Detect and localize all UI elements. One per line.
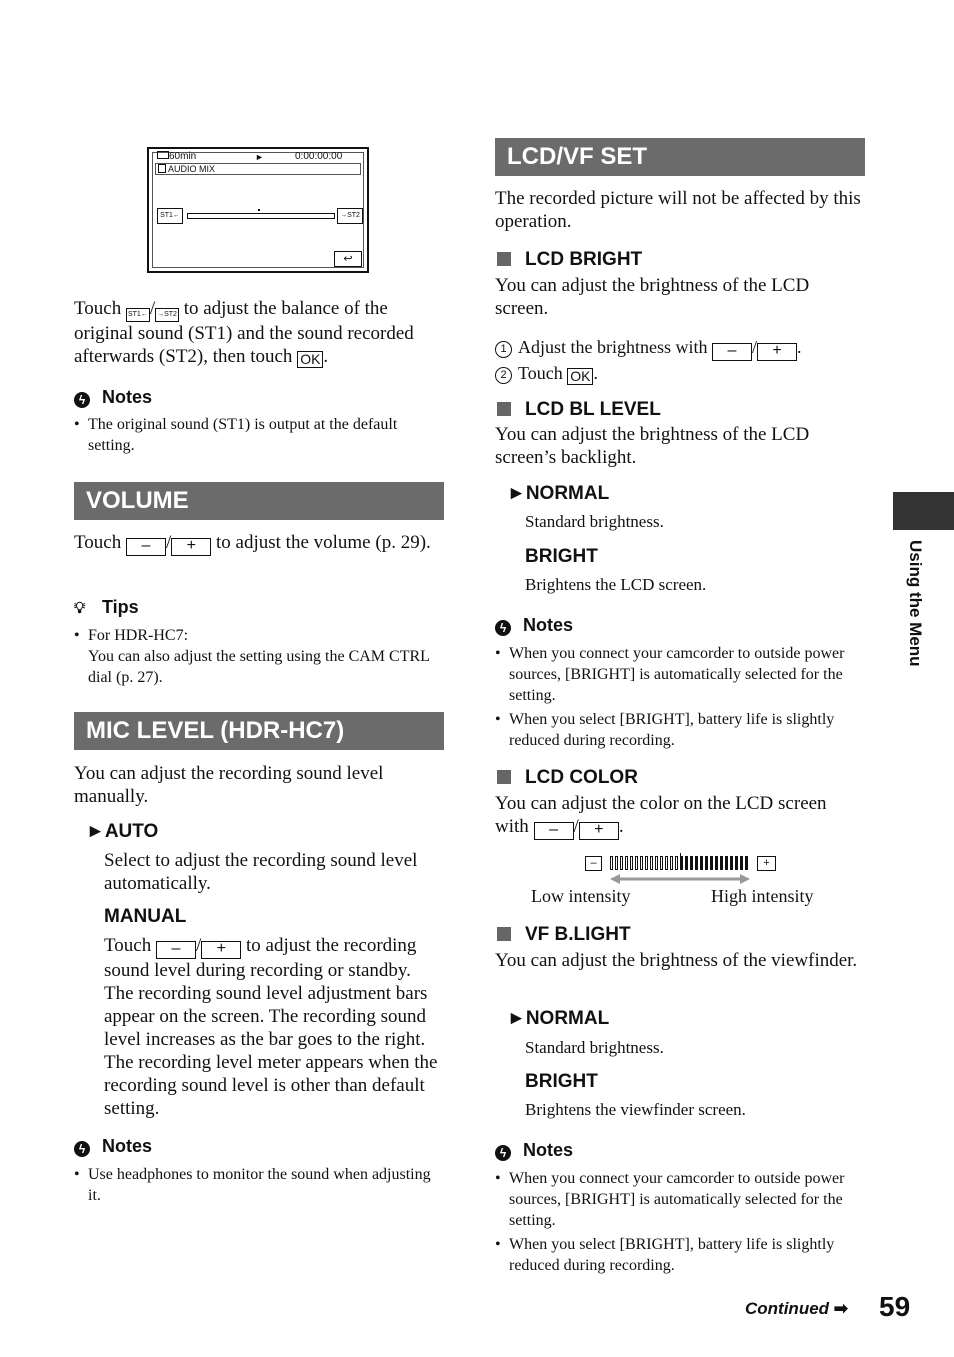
- mic-notes-heading: ϟ Notes: [74, 1135, 152, 1157]
- auto-description: Select to adjust the recording sound level automatically.: [104, 850, 418, 894]
- vf-notes-heading: ϟ Notes: [495, 1139, 573, 1161]
- list-item: • Use headphones to monitor the sound when adjusting it.: [74, 1164, 446, 1206]
- lcd-bl-notes-list: [495, 643, 867, 754]
- step-number: 2: [495, 367, 512, 384]
- selected-arrow-icon: ►: [507, 483, 526, 504]
- lcd-color-heading: LCD COLOR: [497, 766, 638, 790]
- square-bullet-icon: [497, 252, 511, 266]
- battery-remaining: 60min: [157, 151, 196, 163]
- manual-description: Touch – / + to adjust the recording sound level during recording or standby.: [104, 935, 417, 981]
- low-intensity-label: Low intensity: [531, 886, 631, 906]
- lcd-bright-step-2: 2 Touch OK .: [495, 362, 865, 385]
- lcd-vf-set-intro: The recorded picture will not be affected by this operation.: [495, 188, 861, 232]
- plus-button[interactable]: +: [171, 538, 211, 556]
- color-bar-segment: [665, 856, 668, 870]
- lcd-bl-bright-option: BRIGHT: [525, 546, 598, 567]
- plus-button[interactable]: +: [579, 822, 619, 840]
- color-bar-segment: [610, 856, 613, 870]
- audio-notes-heading: ϟ Notes: [74, 386, 152, 408]
- mic-notes-list: [74, 1164, 446, 1209]
- square-bullet-icon: [497, 402, 511, 416]
- lcd-bl-notes-heading: ϟ Notes: [495, 614, 573, 636]
- ok-button[interactable]: OK: [567, 368, 593, 385]
- notes-icon: ϟ: [495, 620, 511, 636]
- mic-level-section-title: MIC LEVEL (HDR-HC7): [74, 712, 444, 750]
- st1-touch-button[interactable]: ST1←: [126, 308, 150, 322]
- balance-center-mark: [258, 209, 260, 211]
- st2-touch-button[interactable]: →ST2: [155, 308, 179, 322]
- lcd-bright-heading: LCD BRIGHT: [497, 248, 642, 272]
- manual-option: MANUAL: [104, 906, 187, 927]
- plus-button[interactable]: +: [757, 343, 797, 361]
- color-bar-segment: [700, 856, 703, 870]
- menu-label: AUDIO MIX: [158, 163, 215, 175]
- arrow-right-icon: ➡: [833, 1299, 849, 1318]
- time-counter: 0:00:00:00: [295, 151, 343, 162]
- color-bar-segment: [655, 856, 658, 870]
- color-bar-segment: [745, 856, 748, 870]
- manual-paragraph: The recording sound level adjustment bars appear on the screen. The recording sound level increases as the bar goes to the right. The recording level meter appears when the recording sound level is other than default setting.: [104, 983, 438, 1119]
- sidebar-label: Using the Menu: [906, 540, 925, 667]
- lcd-bright-description: You can adjust the brightness of the LCD screen.: [495, 275, 810, 319]
- vf-bright-option: BRIGHT: [525, 1071, 598, 1092]
- color-bar-segment: [695, 856, 698, 870]
- lcd-bl-level-description: You can adjust the brightness of the LCD screen’s backlight.: [495, 424, 810, 468]
- list-item: • When you connect your camcorder to outside power sources, [BRIGHT] is automatically selected for the setting.: [495, 1168, 867, 1231]
- color-bar-segment: [615, 856, 618, 870]
- lightbulb-icon: 💡︎: [74, 600, 86, 617]
- vf-notes-list: [495, 1168, 867, 1279]
- menu-icon: [158, 164, 166, 173]
- color-bar-segment: [675, 856, 678, 870]
- plus-button[interactable]: +: [201, 941, 241, 959]
- color-bar-segment: [670, 856, 673, 870]
- square-bullet-icon: [497, 927, 511, 941]
- balance-slider[interactable]: [187, 213, 335, 219]
- color-bar-segment: [725, 856, 728, 870]
- mic-level-intro: You can adjust the recording sound level manually.: [74, 763, 384, 807]
- side-tab-marker: [893, 492, 954, 530]
- intensity-arrow: [610, 872, 750, 886]
- minus-button[interactable]: –: [156, 941, 196, 959]
- lcd-bl-normal-description: Standard brightness.: [525, 512, 664, 531]
- lcd-vf-set-section-title: LCD/VF SET: [495, 138, 865, 176]
- color-intensity-bar[interactable]: [610, 855, 750, 871]
- list-item: • When you select [BRIGHT], battery life is slightly reduced during recording.: [495, 1234, 867, 1276]
- lcd-bright-step-1: 1 Adjust the brightness with – / + .: [495, 336, 865, 361]
- volume-section-title: VOLUME: [74, 482, 444, 520]
- minus-button[interactable]: –: [534, 822, 574, 840]
- color-plus-button[interactable]: +: [757, 856, 776, 871]
- lcd-bl-normal-option: ►NORMAL: [507, 483, 610, 504]
- vf-blight-heading: VF B.LIGHT: [497, 923, 631, 947]
- vf-bright-description: Brightens the viewfinder screen.: [525, 1100, 746, 1119]
- lcd-bl-level-heading: LCD BL LEVEL: [497, 398, 661, 422]
- vf-blight-description: You can adjust the brightness of the viewfinder.: [495, 950, 858, 971]
- minus-button[interactable]: –: [126, 538, 166, 556]
- color-bar-segment: [705, 856, 708, 870]
- lcd-screen-illustration: [147, 147, 369, 273]
- audio-mix-paragraph: Touch ST1← / →ST2 to adjust the balance of the original sound (ST1) and the sound recorded afterwards (ST2), then touch OK .: [74, 298, 414, 367]
- volume-paragraph: Touch – / + to adjust the volume (p. 29).: [74, 532, 431, 554]
- color-bar-segment: [680, 856, 683, 870]
- st1-button[interactable]: ST1←: [157, 208, 183, 224]
- color-bar-segment: [735, 856, 738, 870]
- audio-notes-list: [74, 414, 446, 459]
- notes-icon: ϟ: [495, 1145, 511, 1161]
- play-icon: ►: [255, 152, 264, 162]
- color-bar-segment: [650, 856, 653, 870]
- list-item: • For HDR-HC7: You can also adjust the setting using the CAM CTRL dial (p. 27).: [74, 625, 446, 688]
- lcd-color-description: You can adjust the color on the LCD screen with – / + .: [495, 793, 827, 838]
- auto-option: ►AUTO: [86, 821, 159, 842]
- color-bar-segment: [740, 856, 743, 870]
- high-intensity-label: High intensity: [711, 886, 814, 906]
- tips-list: [74, 625, 446, 691]
- st2-button[interactable]: →ST2: [337, 208, 363, 224]
- tips-heading: 💡︎ Tips: [74, 596, 139, 620]
- minus-button[interactable]: –: [712, 343, 752, 361]
- selected-arrow-icon: ►: [507, 1008, 526, 1029]
- color-bar-segment: [640, 856, 643, 870]
- color-bar-segment: [635, 856, 638, 870]
- color-bar-segment: [690, 856, 693, 870]
- list-item: • When you select [BRIGHT], battery life is slightly reduced during recording.: [495, 709, 867, 751]
- list-item: • The original sound (ST1) is output at the default setting.: [74, 414, 446, 456]
- color-bar-segment: [730, 856, 733, 870]
- page-number: 59: [879, 1291, 911, 1322]
- color-bar-segment: [630, 856, 633, 870]
- battery-icon: [157, 151, 169, 159]
- step-number: 1: [495, 341, 512, 358]
- selected-arrow-icon: ►: [86, 821, 105, 842]
- color-bar-segment: [660, 856, 663, 870]
- vf-normal-description: Standard brightness.: [525, 1038, 664, 1057]
- lcd-bl-bright-description: Brightens the LCD screen.: [525, 575, 707, 594]
- color-bar-segment: [625, 856, 628, 870]
- color-bar-segment: [685, 856, 688, 870]
- color-bar-segment: [620, 856, 623, 870]
- color-minus-button[interactable]: –: [585, 856, 602, 871]
- color-bar-segment: [645, 856, 648, 870]
- color-bar-segment: [715, 856, 718, 870]
- color-bar-segment: [720, 856, 723, 870]
- color-bar-segment: [710, 856, 713, 870]
- ok-button[interactable]: OK: [297, 351, 323, 368]
- color-bar-center-marker: [680, 853, 681, 857]
- vf-normal-option: ►NORMAL: [507, 1008, 610, 1029]
- continued-label: Continued ➡: [745, 1299, 849, 1318]
- notes-icon: ϟ: [74, 392, 90, 408]
- notes-icon: ϟ: [74, 1141, 90, 1157]
- return-icon[interactable]: ↩: [334, 251, 362, 267]
- square-bullet-icon: [497, 770, 511, 784]
- list-item: • When you connect your camcorder to outside power sources, [BRIGHT] is automatically selected for the setting.: [495, 643, 867, 706]
